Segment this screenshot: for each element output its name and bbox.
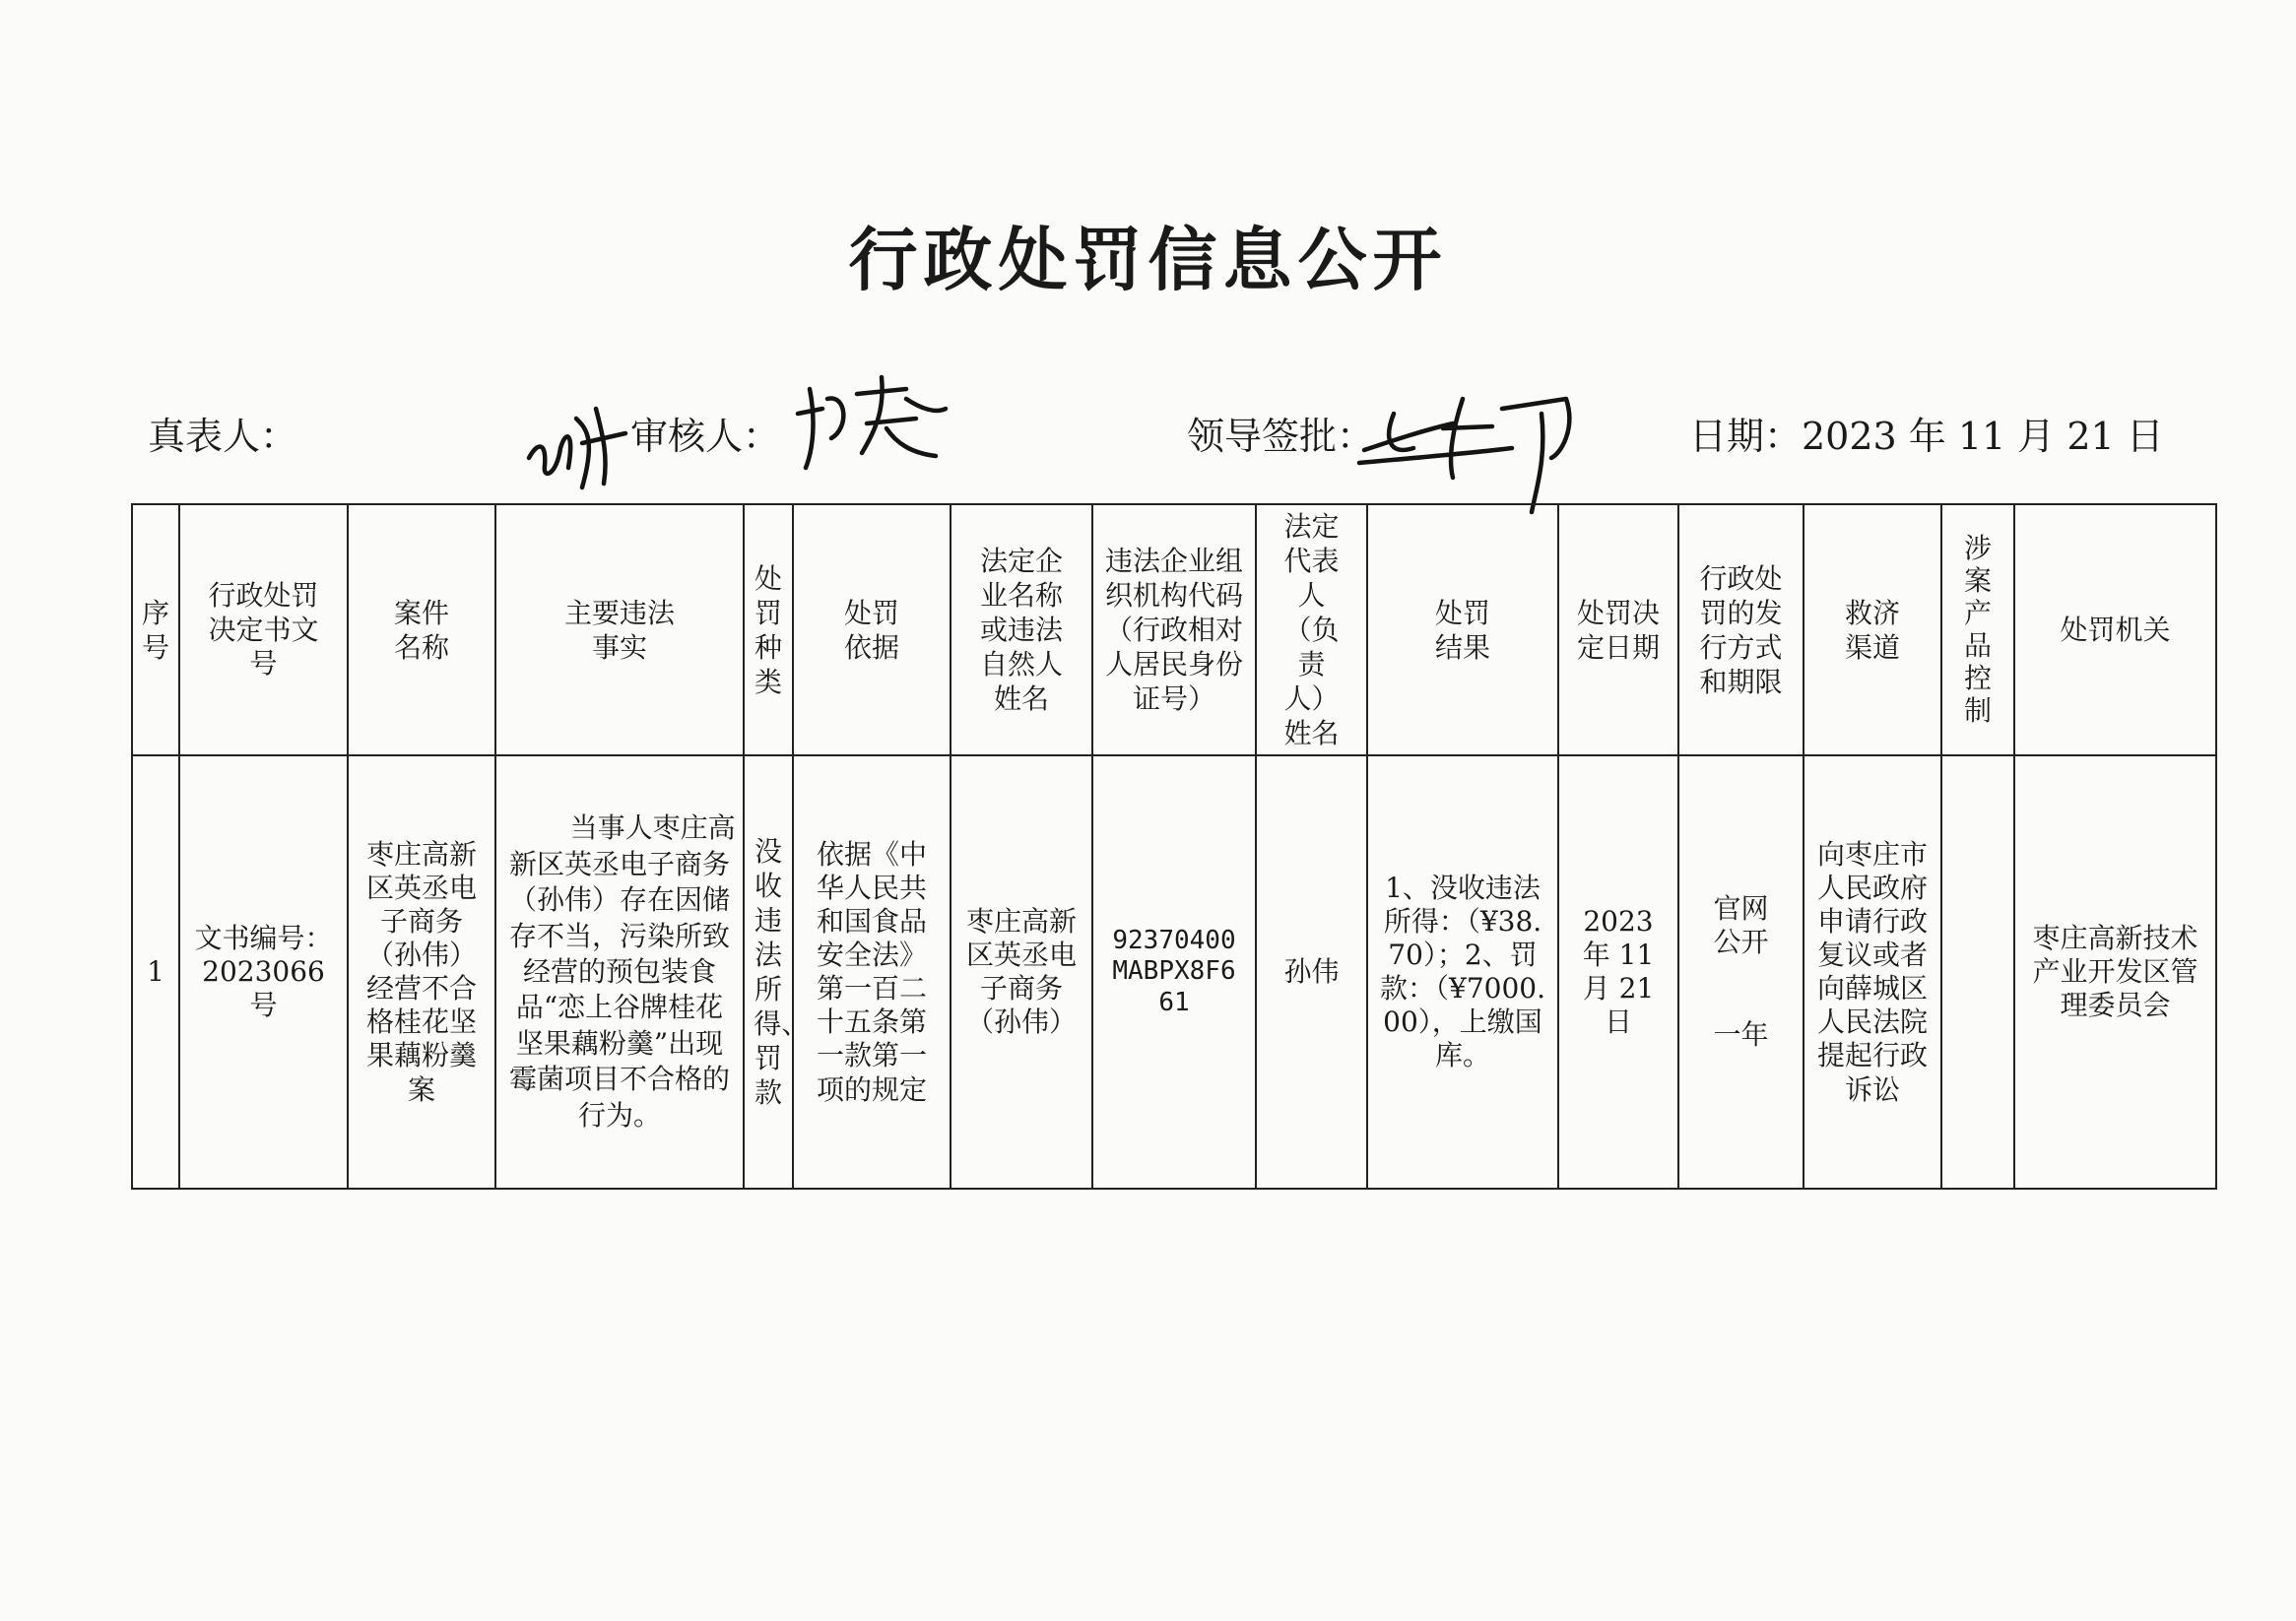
filler-label: 真表人： bbox=[148, 415, 298, 458]
cell-authority: 枣庄高新技术产业开发区管理委员会 bbox=[2014, 755, 2216, 1189]
cell-party-name: 枣庄高新区英丞电子商务（孙伟） bbox=[951, 755, 1092, 1189]
penalty-table bbox=[131, 503, 2217, 1190]
header-product-control: 涉案产品控制 bbox=[1941, 504, 2014, 755]
cell-basis: 依据《中华人民共和国食品安全法》第一百二十五条第一款第一项的规定 bbox=[793, 755, 951, 1189]
cell-seq: 1 bbox=[132, 755, 179, 1189]
cell-remedy: 向枣庄市人民政府申请行政复议或者向薛城区人民法院提起行政诉讼 bbox=[1804, 755, 1941, 1189]
header-seq: 序号 bbox=[132, 504, 179, 755]
header-basis: 处罚依据 bbox=[793, 504, 951, 755]
cell-legal-rep: 孙伟 bbox=[1256, 755, 1367, 1189]
date-label: 日期：2023 年 11 月 21 日 bbox=[1689, 415, 2164, 458]
cell-case-name: 枣庄高新区英丞电子商务（孙伟）经营不合格桂花坚果藕粉羹案 bbox=[348, 755, 495, 1189]
header-remedy: 救济渠道 bbox=[1804, 504, 1941, 755]
cell-facts: 当事人枣庄高新区英丞电子商务（孙伟）存在因储存不当，污染所致经营的预包装食品“恋上谷牌桂花坚果藕粉羹”出现霉菌项目不合格的行为。 bbox=[495, 755, 744, 1189]
cell-doc-no: 文书编号：2023066 号 bbox=[179, 755, 348, 1189]
reviewer-label: 审核人： bbox=[630, 415, 781, 458]
header-facts: 主要违法事实 bbox=[495, 504, 744, 755]
header-party-name: 法定企业名称或违法自然人姓名 bbox=[951, 504, 1092, 755]
cell-product-control bbox=[1941, 755, 2014, 1189]
header-legal-rep: 法定代表人（负责人）姓名 bbox=[1256, 504, 1367, 755]
cell-result: 1、没收违法所得：（¥38.70）；2、罚款：（¥7000.00），上缴国库。 bbox=[1367, 755, 1558, 1189]
cell-publish bbox=[1678, 755, 1804, 1189]
cell-decision-date: 2023 年 11 月 21 日 bbox=[1558, 755, 1678, 1189]
header-authority: 处罚机关 bbox=[2014, 504, 2216, 755]
header-row bbox=[132, 504, 2216, 755]
publish-method: 官网公开 bbox=[1713, 891, 1769, 959]
header-result: 处罚结果 bbox=[1367, 504, 1558, 755]
header-org-code: 违法企业组织机构代码（行政相对人居民身份证号） bbox=[1092, 504, 1256, 755]
cell-org-code: 92370400MABPX8F661 bbox=[1092, 755, 1256, 1189]
header-penalty-type: 处罚种类 bbox=[744, 504, 793, 755]
table-row bbox=[132, 755, 2216, 1189]
header-decision-date: 处罚决定日期 bbox=[1558, 504, 1678, 755]
header-publish: 行政处罚的发行方式和期限 bbox=[1678, 504, 1804, 755]
cell-penalty-type: 没收违法所得、罚款 bbox=[744, 755, 793, 1189]
leader-label: 领导签批： bbox=[1187, 415, 1375, 458]
leader-signature bbox=[1354, 369, 1610, 517]
publish-term: 一年 bbox=[1713, 1018, 1769, 1052]
reviewer-signature bbox=[788, 369, 955, 478]
header-doc-no: 行政处罚决定书文号 bbox=[179, 504, 348, 755]
filler-signature bbox=[517, 389, 635, 497]
page-title: 行政处罚信息公开 bbox=[848, 220, 1448, 300]
header-case-name: 案件名称 bbox=[348, 504, 495, 755]
